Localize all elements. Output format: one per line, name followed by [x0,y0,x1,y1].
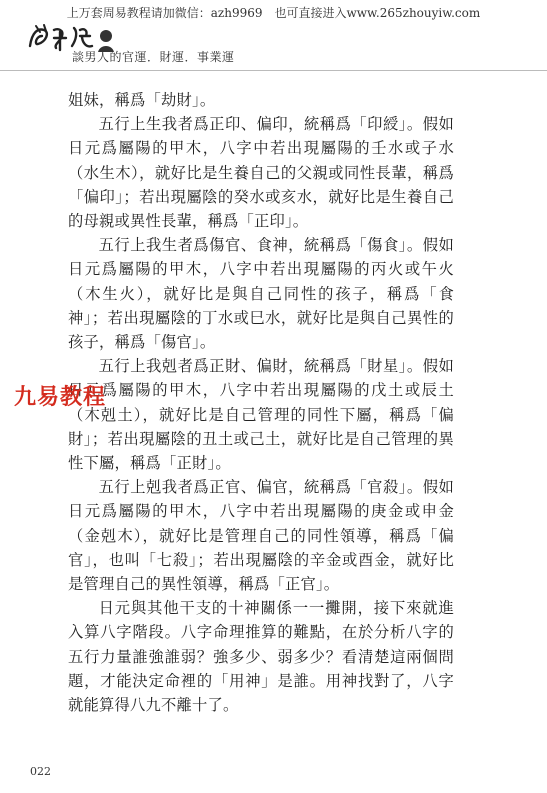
header-divider [0,70,547,71]
page-number: 022 [30,765,51,778]
top-banner: 上万套周易教程请加微信：azh9969 也可直接进入www.265zhouyiw.com [66,6,481,20]
paragraph-6: 日元與其他干支的十神關係一一攤開，接下來就進入算八字階段。八字命理推算的難點，在於分析八字的五行力量誰強誰弱？強多少、弱多少？看清楚這兩個問題，才能決定命裡的「用神」是誰。用神找對了，八字就能算得八九不離十了。 [68,599,454,715]
paragraph-5: 五行上剋我者爲正官、偏官，統稱爲「官殺」。假如日元爲屬陽的甲木，八字中若出現屬陽的庚金或申金（金剋木），就好比是管理自己的同性領導，稱爲「偏官」，也叫「七殺」；若出現屬陰的辛金或酉金，就好比是管理自己的異性領導，稱爲「正官」。 [68,478,454,594]
paragraph-3: 五行上我生者爲傷官、食神，統稱爲「傷食」。假如日元爲屬陽的甲木，八字中若出現屬陽的丙火或午火（木生火），就好比是與自己同性的孩子，稱爲「食神」；若出現屬陰的丁水或巳水，就好比是與自己異性的孩子，稱爲「傷官」。 [68,236,454,352]
body-text [68,88,454,717]
paragraph-4: 五行上我剋者爲正財、偏財，統稱爲「財星」。假如日元爲屬陽的甲木，八字中若出現屬陽的戊土或辰土（木剋土），就好比是自己管理的同性下屬，稱爲「偏財」；若出現屬陰的丑土或己土，就好比是自己管理的異性下屬，稱爲「正財」。 [68,357,454,473]
paragraph-1: 姐妹，稱爲「劫財」。 [68,91,216,109]
header-subtitle: 談男人的官運．財運．事業運 [72,50,235,64]
watermark: 九易教程 [14,385,107,410]
paragraph-2: 五行上生我者爲正印、偏印，統稱爲「印綬」。假如日元爲屬陽的甲木，八字中若出現屬陽的壬水或子水（水生木），就好比是生養自己的父親或同性長輩，稱爲「偏印」；若出現屬陰的癸水或亥水，就好比是生養自己的母親或異性長輩，稱爲「正印」。 [68,115,454,231]
